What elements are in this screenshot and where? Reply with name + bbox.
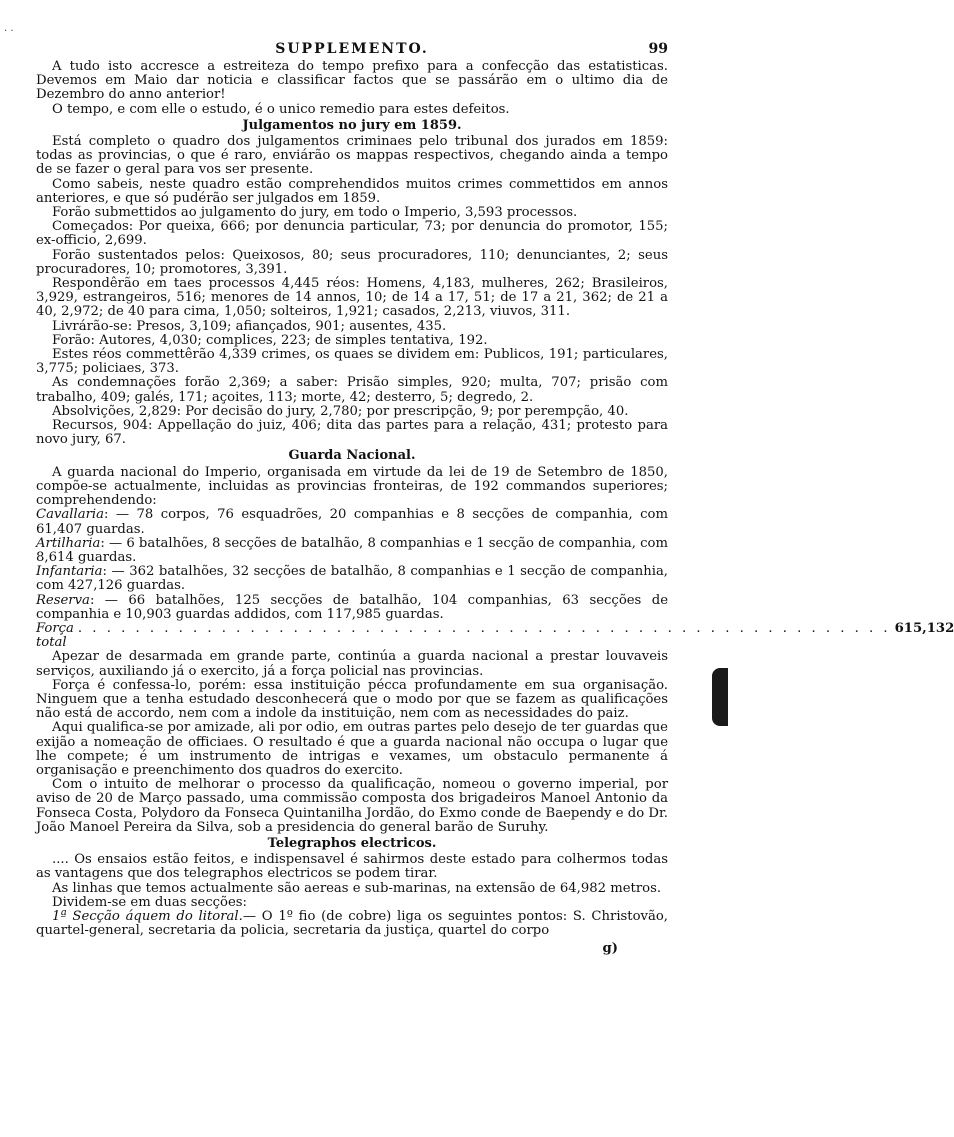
paragraph: Forão sustentados pelos: Queixosos, 80; seus procuradores, 110; denunciantes, 2; seus procuradores, 10; promotores, 3,391. bbox=[36, 247, 668, 277]
paragraph: .... Os ensaios estão feitos, e indispensavel é sahirmos deste estado para colhermos todas as vantagens que dos telegraphos electricos se podem tirar. bbox=[36, 852, 668, 882]
catchword: g) bbox=[602, 941, 618, 957]
page bbox=[36, 41, 954, 957]
total-row bbox=[36, 620, 954, 651]
paragraph: Recursos, 904: Appellação do juiz, 406; dita das partes para a relação, 431; protesto para novo jury, 67. bbox=[36, 418, 668, 448]
header-title: SUPPLEMENTO. bbox=[275, 41, 429, 57]
category-label: Artilharia bbox=[36, 535, 101, 551]
paragraph bbox=[36, 910, 668, 938]
section-title-telegraphos: Telegraphos electricos. bbox=[267, 835, 437, 851]
paragraph: A guarda nacional do Imperio, organisada em virtude da lei de 19 de Setembro de 1850, compõe-se actualmente, incluidas as provincias fronteiras, de 192 commandos superiores; comprehendendo: bbox=[36, 464, 668, 509]
list-item bbox=[36, 537, 668, 565]
paragraph: Apezar de desarmada em grande parte, continúa a guarda nacional a prestar louvaveis serviços, auxiliando já o exercito, já a força policial nas provincias. bbox=[36, 649, 668, 679]
leader-dots: . . . . . . . . . . . . . . . . . . . . . . . . . . . . . . . . . . . . . . . . . . . . . . . . . . . . . . . . . bbox=[77, 620, 891, 636]
list-item bbox=[36, 594, 668, 622]
paragraph: Forão: Autores, 4,030; complices, 223; de simples tentativa, 192. bbox=[52, 332, 488, 348]
page-number: 99 bbox=[648, 41, 668, 57]
paragraph: Começados: Por queixa, 666; por denuncia particular, 73; por denuncia do promotor, 155; ex-officio, 2,699. bbox=[36, 219, 668, 249]
page-header bbox=[36, 42, 668, 60]
paragraph: Força é confessa-lo, porém: essa instituição pécca profundamente em sua organisação. Ninguem que a tenha estudado desconhecerá que o modo por que se fazem as qualificações não está de accordo, nem com a indole da instituição, nem com as necessidades do paiz. bbox=[36, 677, 668, 722]
paragraph: Forão submettidos ao julgamento do jury, em todo o Imperio, 3,593 processos. bbox=[52, 205, 578, 221]
category-label: Cavallaria bbox=[36, 507, 104, 523]
paragraph: Dividem-se em duas secções: bbox=[52, 894, 247, 910]
ink-blot bbox=[712, 668, 728, 726]
category-label: Infantaria bbox=[36, 564, 103, 580]
paragraph: Absolvições, 2,829: Por decisão do jury, 2,780; por prescripção, 9; por perempção, 40. bbox=[52, 403, 629, 419]
category-text: : — 66 batalhões, 125 secções de batalhão, 104 companhias, 63 secções de companhia e 10,903 guardas addidos, com 117,985 guardas. bbox=[36, 592, 668, 622]
paragraph: Como sabeis, neste quadro estão comprehendidos muitos crimes commettidos em annos anteriores, e que só pudérão ser julgados em 1859. bbox=[36, 176, 668, 206]
subsection-label: 1ª Secção áquem do litoral. bbox=[52, 908, 243, 924]
paragraph: Está completo o quadro dos julgamentos criminaes pelo tribunal dos jurados em 1859: todas as provincias, o que é raro, enviárão os mappas respectivos, chegando ainda a tempo de se fazer o geral para vos ser presente. bbox=[36, 134, 668, 178]
paragraph: Estes réos commettêrão 4,339 crimes, os quaes se dividem em: Publicos, 191; particulares, 3,775; policiaes, 373. bbox=[36, 347, 668, 377]
intro-paragraph-1: A tudo isto accresce a estreiteza do tempo prefixo para a confecção das estatisticas. Devemos em Maio dar noticia e classificar factos que se passárão em o ultimo dia de Dezembro do anno anterior! bbox=[36, 59, 668, 103]
category-text: : — 362 batalhões, 32 secções de batalhão, 8 companhias e 1 secção de companhia, com 427,126 guardas. bbox=[36, 564, 668, 594]
intro-paragraph-2: O tempo, e com elle o estudo, é o unico remedio para estes defeitos. bbox=[52, 101, 510, 117]
category-label: Reserva bbox=[36, 592, 90, 608]
list-item bbox=[36, 565, 668, 593]
category-text: : — 78 corpos, 76 esquadrões, 20 companhias e 8 secções de companhia, com 61,407 guardas. bbox=[36, 507, 668, 537]
paragraph: Livrárão-se: Presos, 3,109; afiançados, 901; ausentes, 435. bbox=[52, 318, 447, 334]
category-text: : — 6 batalhões, 8 secções de batalhão, 8 companhias e 1 secção de companhia, com 8,614 guardas. bbox=[36, 535, 668, 565]
paragraph: As condemnações forão 2,369; a saber: Prisão simples, 920; multa, 707; prisão com trabalho, 409; galés, 171; açoites, 113; morte, 42; desterro, 5; degredo, 2. bbox=[36, 375, 668, 405]
total-value: 615,132 bbox=[894, 620, 954, 636]
paragraph: Com o intuito de melhorar o processo da qualificação, nomeou o governo imperial, por aviso de 20 de Março passado, uma commissão composta dos brigadeiros Manoel Antonio da Fonseca Costa, Polydoro da Fonseca Quintanilha Jordão, do Exmo conde de Baependy e do Dr. João Manoel Pereira da Silva, sob a presidencia do general barão de Suruhy. bbox=[36, 777, 668, 835]
list-item bbox=[36, 508, 668, 536]
total-label: Força total bbox=[36, 620, 74, 651]
subsection-text: — O 1º fio (de cobre) liga os seguintes pontos: S. Christovão, quartel-general, secretaria da policia, secretaria da justiça, quartel do corpo bbox=[36, 908, 668, 939]
section-title-julgamentos: Julgamentos no jury em 1859. bbox=[242, 117, 462, 133]
margin-marks: · · bbox=[4, 26, 14, 37]
paragraph: Respondêrão em taes processos 4,445 réos: Homens, 4,183, mulheres, 262; Brasileiros, 3,929, estrangeiros, 516; menores de 14 annos, 10; de 14 a 17, 51; de 17 a 21, 362; de 21 a 40, 2,972; de 40 para cima, 1,050; solteiros, 1,921; casados, 2,213, viuvos, 311. bbox=[36, 276, 668, 320]
section-title-guarda-nacional: Guarda Nacional. bbox=[288, 448, 416, 464]
paragraph: Aqui qualifica-se por amizade, ali por odio, em outras partes pelo desejo de ter guardas que exijão a nomeação de officiaes. O resultado é que a guarda nacional não occupa o lugar que lhe compete; é um instrumento de intrigas e vexames, um obstaculo permanente á organisação e preenchimento dos quadros do exercito. bbox=[36, 720, 668, 778]
paragraph: As linhas que temos actualmente são aereas e sub-marinas, na extensão de 64,982 metros. bbox=[52, 880, 662, 896]
